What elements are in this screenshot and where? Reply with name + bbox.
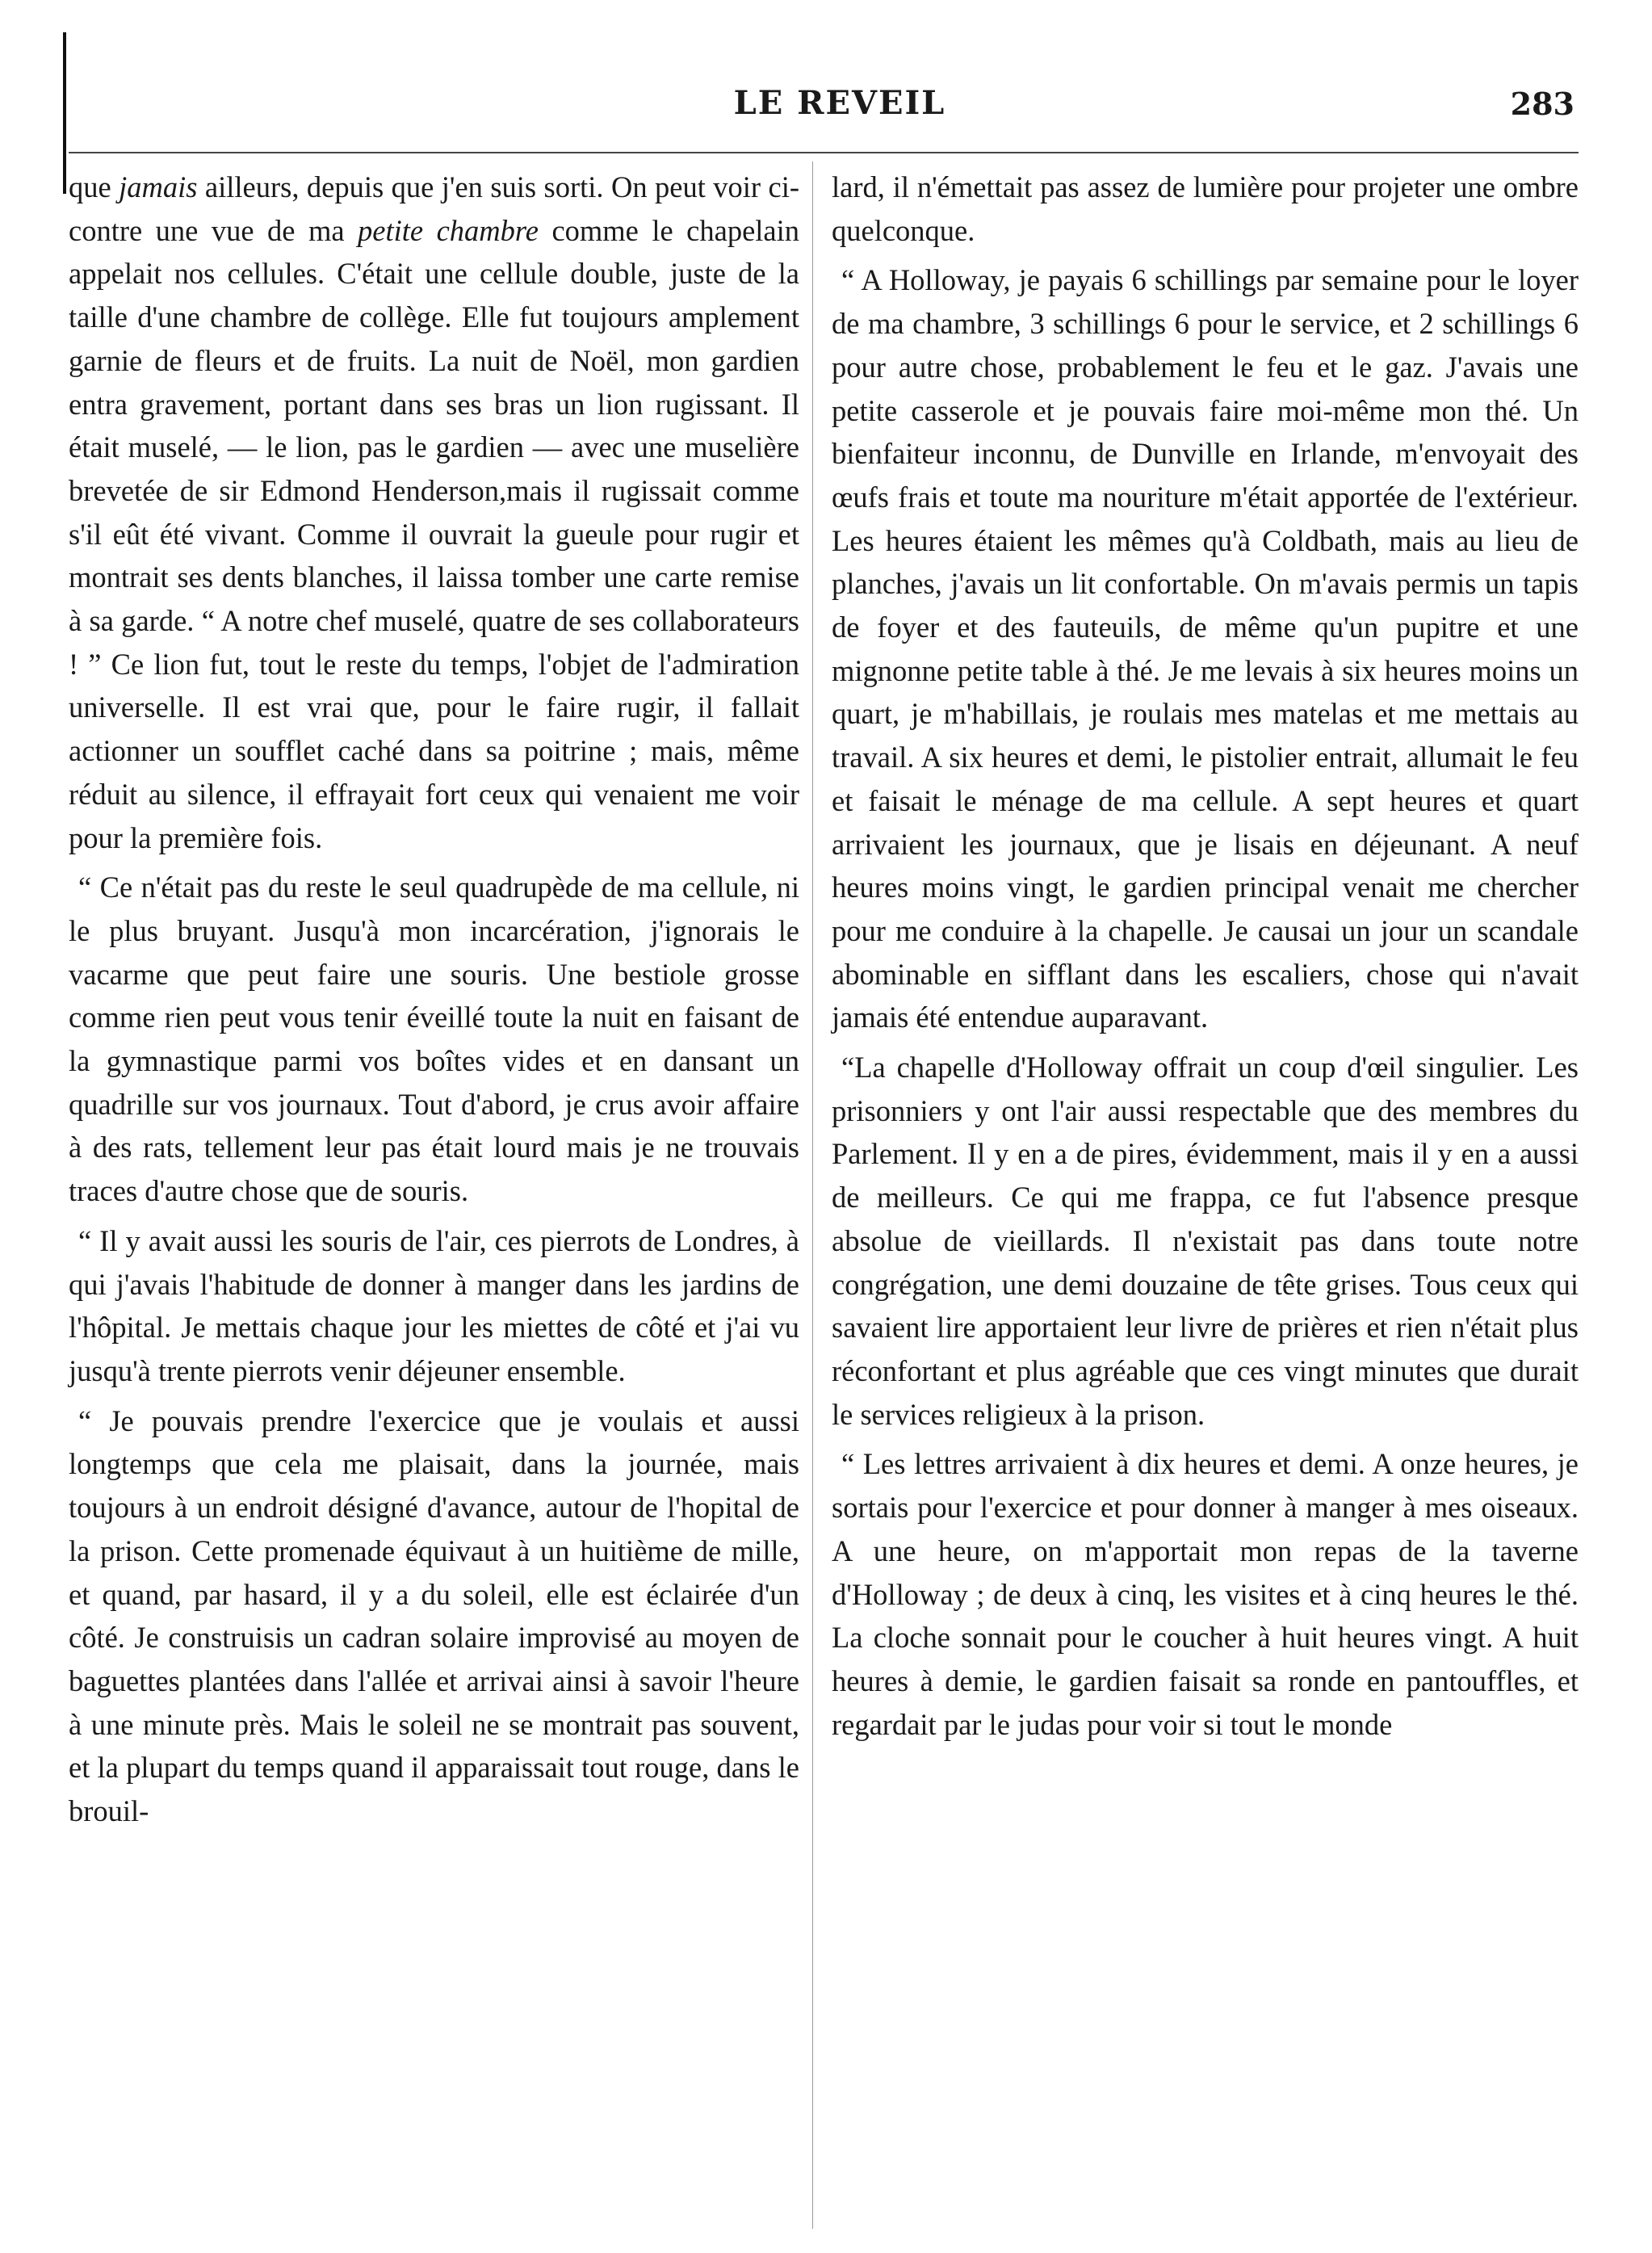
paragraph: “ A Holloway, je payais 6 schillings par semaine pour le loyer de ma chambre, 3 schillings 6 pour le service, et 2 schillings 6 pour autre chose, probablement le feu et le gaz. J'avais une petite casserole et je pouvais faire moi-même mon thé. Un bienfaiteur inconnu, de Dunville en Irlande, m'envoyait des œufs frais et toute ma nouriture m'était apportée de l'extérieur. Les heures étaient les mêmes qu'à Coldbath, mais au lieu de planches, j'avais un lit confortable. On m'avais permis un tapis de foyer et des fauteuils, de même qu'un pupitre et une mignonne petite table à thé. Je me levais à six heures moins un quart, je m'habillais, je roulais mes matelas et me mettais au travail. A six heures et demi, le pistolier entrait, allumait le feu et faisait le ménage de ma cellule. A sept heures et quart arrivaient les journaux, que je lisais en déjeunant. A neuf heures moins vingt, le gardien principal venait me chercher pour me conduire à la chapelle. Je causai un jour un scandale abominable en sifflant dans les escaliers, chose qui n'avait jamais été entendue auparavant. [832, 263, 1579, 1034]
paragraph: lard, il n'émettait pas assez de lumière pour projeter une ombre quelconque. [832, 170, 1579, 247]
italic-text: jamais [119, 170, 198, 203]
paragraph: “ Les lettres arrivaient à dix heures et demi. A onze heures, je sortais pour l'exercice et pour donner à manger à mes oiseaux. A une heure, on m'apportait mon repas de la taverne d'Holloway ; de deux à cinq, les visites et à cinq heures le thé. La cloche sonnait pour le coucher à huit heures vingt. A huit heures à demie, le gardien faisait sa ronde en pantouffles, et regardait par le judas pour voir si tout le monde [832, 1447, 1579, 1741]
italic-text: petite chambre [358, 213, 539, 247]
page-number: 283 [1510, 86, 1574, 122]
paragraph: “ Il y avait aussi les souris de l'air, ces pierrots de Londres, à qui j'avais l'habitude de donner à manger dans les jardins de l'hôpital. Je mettais chaque jour les miettes de côté et j'ai vu jusqu'à trente pierrots venir déjeuner ensemble. [69, 1223, 799, 1387]
paragraph: “ Ce n'était pas du reste le seul quadrupède de ma cellule, ni le plus bruyant. Jusqu'à mon incarcération, j'ignorais le vacarme que peut faire une souris. Une bestiole grosse comme rien peut vous tenir éveillé toute la nuit en faisant de la gymnastique parmi vos boîtes vides et en dansant un quadrille sur vos journaux. Tout d'abord, je crus avoir affaire à des rats, tellement leur pas était lourd mais je ne trouvais traces d'autre chose que de souris. [69, 871, 799, 1208]
paragraph [69, 166, 799, 859]
paragraph: “ Je pouvais prendre l'exercice que je voulais et aussi longtemps que cela me plaisait, dans la journée, mais toujours à un endroit désigné d'avance, autour de l'hopital de la prison. Cette promenade équivaut à un huitième de mille, et quand, par hasard, il y a du soleil, elle est éclairée d'un côté. Je construisis un cadran solaire improvisé au moyen de baguettes plantées dans l'allée et arrivai ainsi à savoir l'heure à une minute près. Mais le soleil ne se montrait pas souvent, et la plupart du temps quand il apparaissait tout rouge, dans le brouil- [69, 1403, 799, 1828]
text-run: que [69, 170, 119, 203]
left-column [69, 166, 799, 1840]
paragraph: “La chapelle d'Holloway offrait un coup d'œil singulier. Les prisonniers y ont l'air aussi respectable que des membres du Parlement. Il y en a de pires, évidemment, mais il y en a aussi de meilleurs. Ce qui me frappa, ce fut l'absence presque absolue de vieillards. Il n'existait pas dans toute notre congrégation, une demi douzaine de tête grises. Tous ceux qui savaient lire apportaient leur livre de prières et rien n'était plus réconfortant et plus agréable que ces vingt minutes que durait le services religieux à la prison. [832, 1051, 1579, 1431]
text-run: ailleurs, depuis que j'en suis sorti. On peut voir ci-contre une vue de ma [69, 170, 799, 247]
header-rule [69, 152, 1579, 153]
page-header [97, 84, 1583, 141]
text-run: comme le chapelain appelait nos cellules. C'était une cellule double, juste de la taille d'une chambre de collège. Elle fut toujours amplement garnie de fleurs et de fruits. La nuit de Noël, mon gardien entra gravement, portant dans ses bras un lion rugissant. Il était muselé, — le lion, pas le gardien — avec une muselière brevetée de sir Edmond Henderson,mais il rugissait comme s'il eût été vivant. Comme il ouvrait la gueule pour rugir et montrait ses dents blanches, il laissa tomber une carte remise à sa garde. “ A notre chef muselé, quatre de ses collaborateurs ! ” Ce lion fut, tout le reste du temps, l'objet de l'admiration universelle. Il est vrai que, pour le faire rugir, il fallait actionner un soufflet caché dans sa poitrine ; mais, même réduit au silence, il effrayait fort ceux qui venaient me voir pour la première fois. [69, 213, 800, 854]
running-title: LE REVEIL [733, 84, 946, 122]
column-divider [812, 162, 813, 2229]
binding-rule [63, 32, 66, 194]
right-column [832, 166, 1579, 1752]
